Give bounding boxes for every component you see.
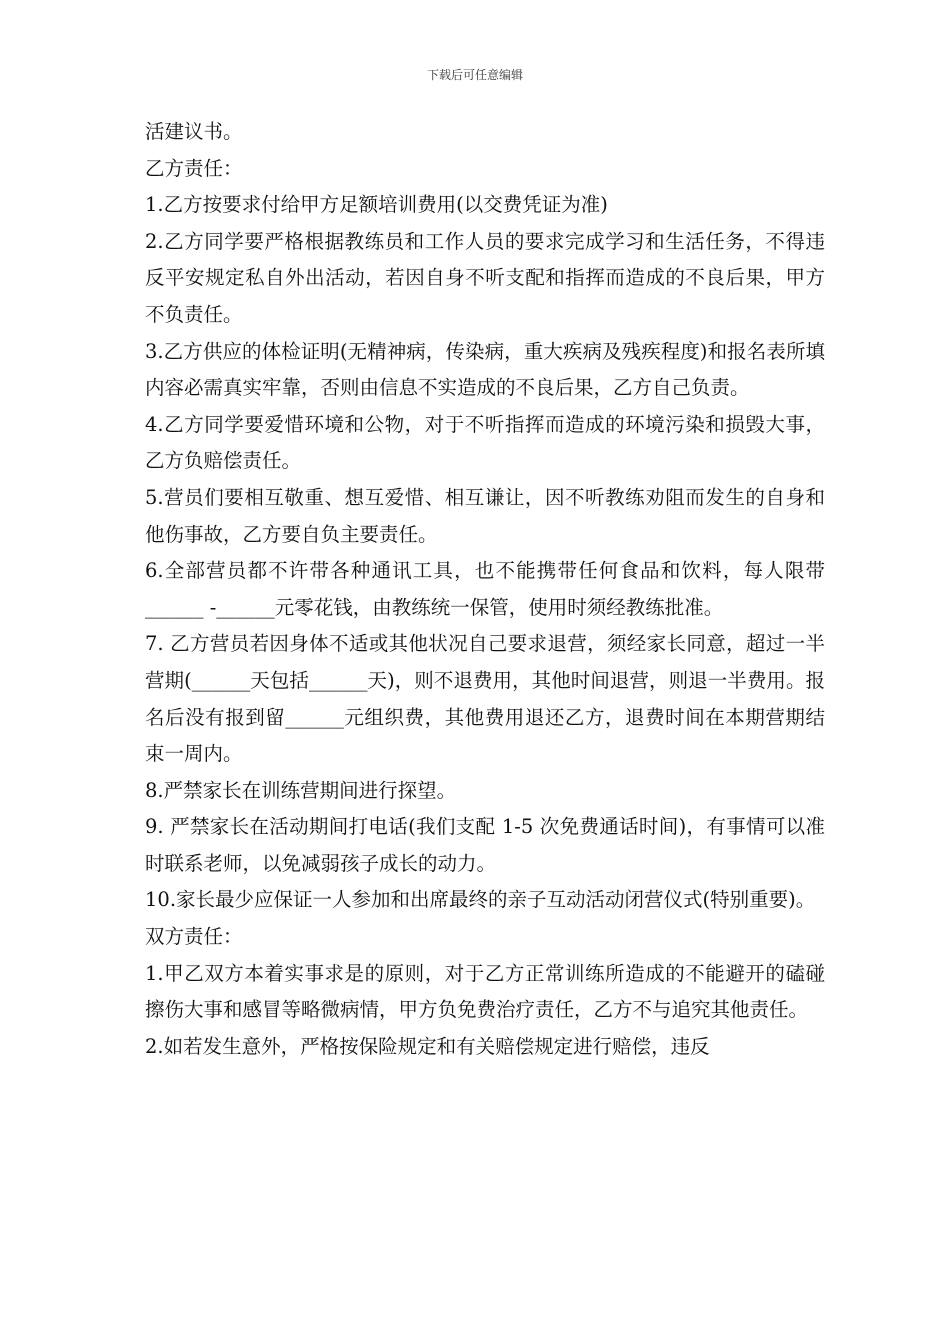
- document-body: [145, 114, 825, 1065]
- paragraph: 3.乙方供应的体检证明(无精神病，传染病，重大疾病及残疾程度)和报名表所填内容必需真实牢靠，否则由信息不实造成的不良后果，乙方自己负责。: [145, 339, 825, 400]
- paragraph: 5.营员们要相互敬重、想互爱惜、相互谦让，因不听教练劝阻而发生的自身和他伤事故，乙方要自负主要责任。: [145, 485, 825, 546]
- paragraph: 1.乙方按要求付给甲方足额培训费用(以交费凭证为准): [145, 193, 608, 217]
- paragraph: 2.乙方同学要严格根据教练员和工作人员的要求完成学习和生活任务，不得违反平安规定私自外出活动，若因自身不听支配和指挥而造成的不良后果，甲方不负责任。: [145, 229, 825, 326]
- paragraph: 8.严禁家长在训练营期间进行探望。: [145, 778, 457, 802]
- section-heading: 乙方责任：: [145, 156, 243, 180]
- paragraph: 6.全部营员都不许带各种通讯工具，也不能携带任何食品和饮料，每人限带 ______ -______元零花钱，由教练统一保管，使用时须经教练批准。: [145, 559, 825, 619]
- page-header: 下载后可任意编辑: [426, 68, 523, 82]
- paragraph: 9. 严禁家长在活动期间打电话(我们支配 1-5 次免费通话时间)，有事情可以准时联系老师，以免减弱孩子成长的动力。: [145, 815, 825, 875]
- paragraph: 活建议书。: [145, 120, 243, 143]
- section-heading: 双方责任：: [145, 925, 243, 949]
- paragraph: 1.甲乙双方本着实事求是的原则，对于乙方正常训练所造成的不能避开的磕碰擦伤大事和感冒等略微病情，甲方负免费治疗责任，乙方不与追究其他责任。: [145, 961, 825, 1022]
- paragraph: 7. 乙方营员若因身体不适或其他状况自己要求退营，须经家长同意，超过一半营期(______天包括______天)，则不退费用，其他时间退营，则退一半费用。报名后没有报到留______元组织费，其他费用退还乙方，退费时间在本期营期结束一周内。: [145, 632, 825, 766]
- paragraph: 2.如若发生意外，严格按保险规定和有关赔偿规定进行赔偿，违反: [145, 1034, 710, 1058]
- paragraph: 10.家长最少应保证一人参加和出席最终的亲子互动活动闭营仪式(特别重要)。: [145, 888, 816, 912]
- paragraph: 4.乙方同学要爱惜环境和公物，对于不听指挥而造成的环境污染和损毁大事，乙方负赔偿责任。: [145, 412, 825, 473]
